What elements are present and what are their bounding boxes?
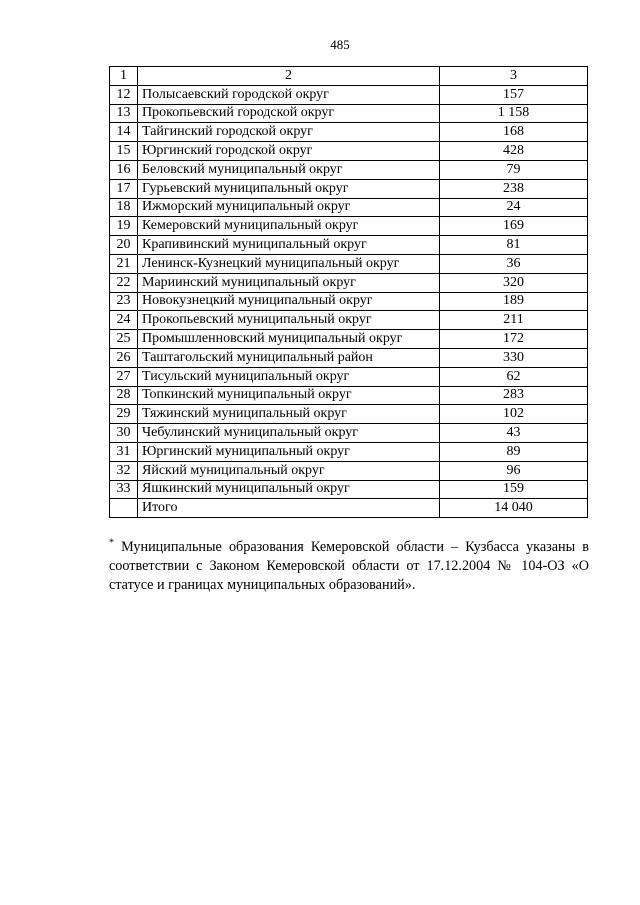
municipality-name-cell: Гурьевский муниципальный округ [138,179,440,198]
table-row [110,104,588,123]
value-cell: 189 [440,292,588,311]
value-cell: 1 158 [440,104,588,123]
value-cell: 211 [440,311,588,330]
row-number-cell: 15 [110,142,138,161]
table-row [110,348,588,367]
municipality-name-cell: Ижморский муниципальный округ [138,198,440,217]
data-table [109,66,588,518]
row-number-cell: 32 [110,461,138,480]
total-number-cell [110,499,138,518]
municipality-name-cell: Тисульский муниципальный округ [138,367,440,386]
row-number-cell: 17 [110,179,138,198]
value-cell: 238 [440,179,588,198]
value-cell: 157 [440,85,588,104]
row-number-cell: 27 [110,367,138,386]
value-cell: 172 [440,330,588,349]
value-cell: 96 [440,461,588,480]
value-cell: 89 [440,442,588,461]
table-row [110,217,588,236]
row-number-cell: 23 [110,292,138,311]
table-row [110,123,588,142]
table-row [110,160,588,179]
municipality-name-cell: Топкинский муниципальный округ [138,386,440,405]
municipality-name-cell: Крапивинский муниципальный округ [138,236,440,255]
value-cell: 428 [440,142,588,161]
row-number-cell: 21 [110,254,138,273]
municipality-name-cell: Таштагольский муниципальный район [138,348,440,367]
municipality-name-cell: Юргинский городской округ [138,142,440,161]
municipality-name-cell: Чебулинский муниципальный округ [138,424,440,443]
table-row [110,273,588,292]
row-number-cell: 19 [110,217,138,236]
table-row [110,367,588,386]
municipality-name-cell: Мариинский муниципальный округ [138,273,440,292]
municipality-name-cell: Юргинский муниципальный округ [138,442,440,461]
header-cell-value: 3 [440,67,588,86]
row-number-cell: 28 [110,386,138,405]
row-number-cell: 12 [110,85,138,104]
value-cell: 169 [440,217,588,236]
total-value-cell: 14 040 [440,499,588,518]
page-number: 485 [330,37,350,52]
value-cell: 36 [440,254,588,273]
value-cell: 102 [440,405,588,424]
footnote-text: Муниципальные образования Кемеровской области – Кузбасса указаны в соответствии с Законом Кемеровской области от 17.12.2004 № 104-ОЗ «О статусе и границах муниципальных образований». [109,539,589,593]
municipality-name-cell: Новокузнецкий муниципальный округ [138,292,440,311]
row-number-cell: 25 [110,330,138,349]
municipality-name-cell: Ленинск-Кузнецкий муниципальный округ [138,254,440,273]
table-row [110,292,588,311]
value-cell: 159 [440,480,588,499]
table-header-row [110,67,588,86]
value-cell: 330 [440,348,588,367]
table-row [110,442,588,461]
footnote-mark: * [109,537,114,549]
value-cell: 81 [440,236,588,255]
table-row [110,198,588,217]
footnote [109,538,589,595]
total-label-cell: Итого [138,499,440,518]
row-number-cell: 31 [110,442,138,461]
table-row [110,179,588,198]
table-row [110,330,588,349]
header-cell-number: 1 [110,67,138,86]
municipality-name-cell: Тайгинский городской округ [138,123,440,142]
table-row [110,142,588,161]
value-cell: 43 [440,424,588,443]
municipality-name-cell: Промышленновский муниципальный округ [138,330,440,349]
table-row [110,480,588,499]
row-number-cell: 18 [110,198,138,217]
table-row [110,254,588,273]
row-number-cell: 30 [110,424,138,443]
municipality-name-cell: Полысаевский городской округ [138,85,440,104]
table-total-row [110,499,588,518]
header-cell-name: 2 [138,67,440,86]
municipality-name-cell: Яйский муниципальный округ [138,461,440,480]
table-body [110,67,588,518]
value-cell: 283 [440,386,588,405]
row-number-cell: 16 [110,160,138,179]
table-row [110,461,588,480]
row-number-cell: 29 [110,405,138,424]
municipality-name-cell: Тяжинский муниципальный округ [138,405,440,424]
value-cell: 62 [440,367,588,386]
value-cell: 24 [440,198,588,217]
municipality-name-cell: Прокопьевский муниципальный округ [138,311,440,330]
row-number-cell: 13 [110,104,138,123]
row-number-cell: 33 [110,480,138,499]
table-row [110,386,588,405]
municipality-name-cell: Прокопьевский городской округ [138,104,440,123]
row-number-cell: 22 [110,273,138,292]
value-cell: 79 [440,160,588,179]
municipality-name-cell: Кемеровский муниципальный округ [138,217,440,236]
value-cell: 168 [440,123,588,142]
row-number-cell: 24 [110,311,138,330]
row-number-cell: 20 [110,236,138,255]
municipality-name-cell: Яшкинский муниципальный округ [138,480,440,499]
table-row [110,311,588,330]
table-row [110,424,588,443]
row-number-cell: 26 [110,348,138,367]
table-row [110,236,588,255]
table-row [110,405,588,424]
row-number-cell: 14 [110,123,138,142]
table-row [110,85,588,104]
value-cell: 320 [440,273,588,292]
municipality-name-cell: Беловский муниципальный округ [138,160,440,179]
